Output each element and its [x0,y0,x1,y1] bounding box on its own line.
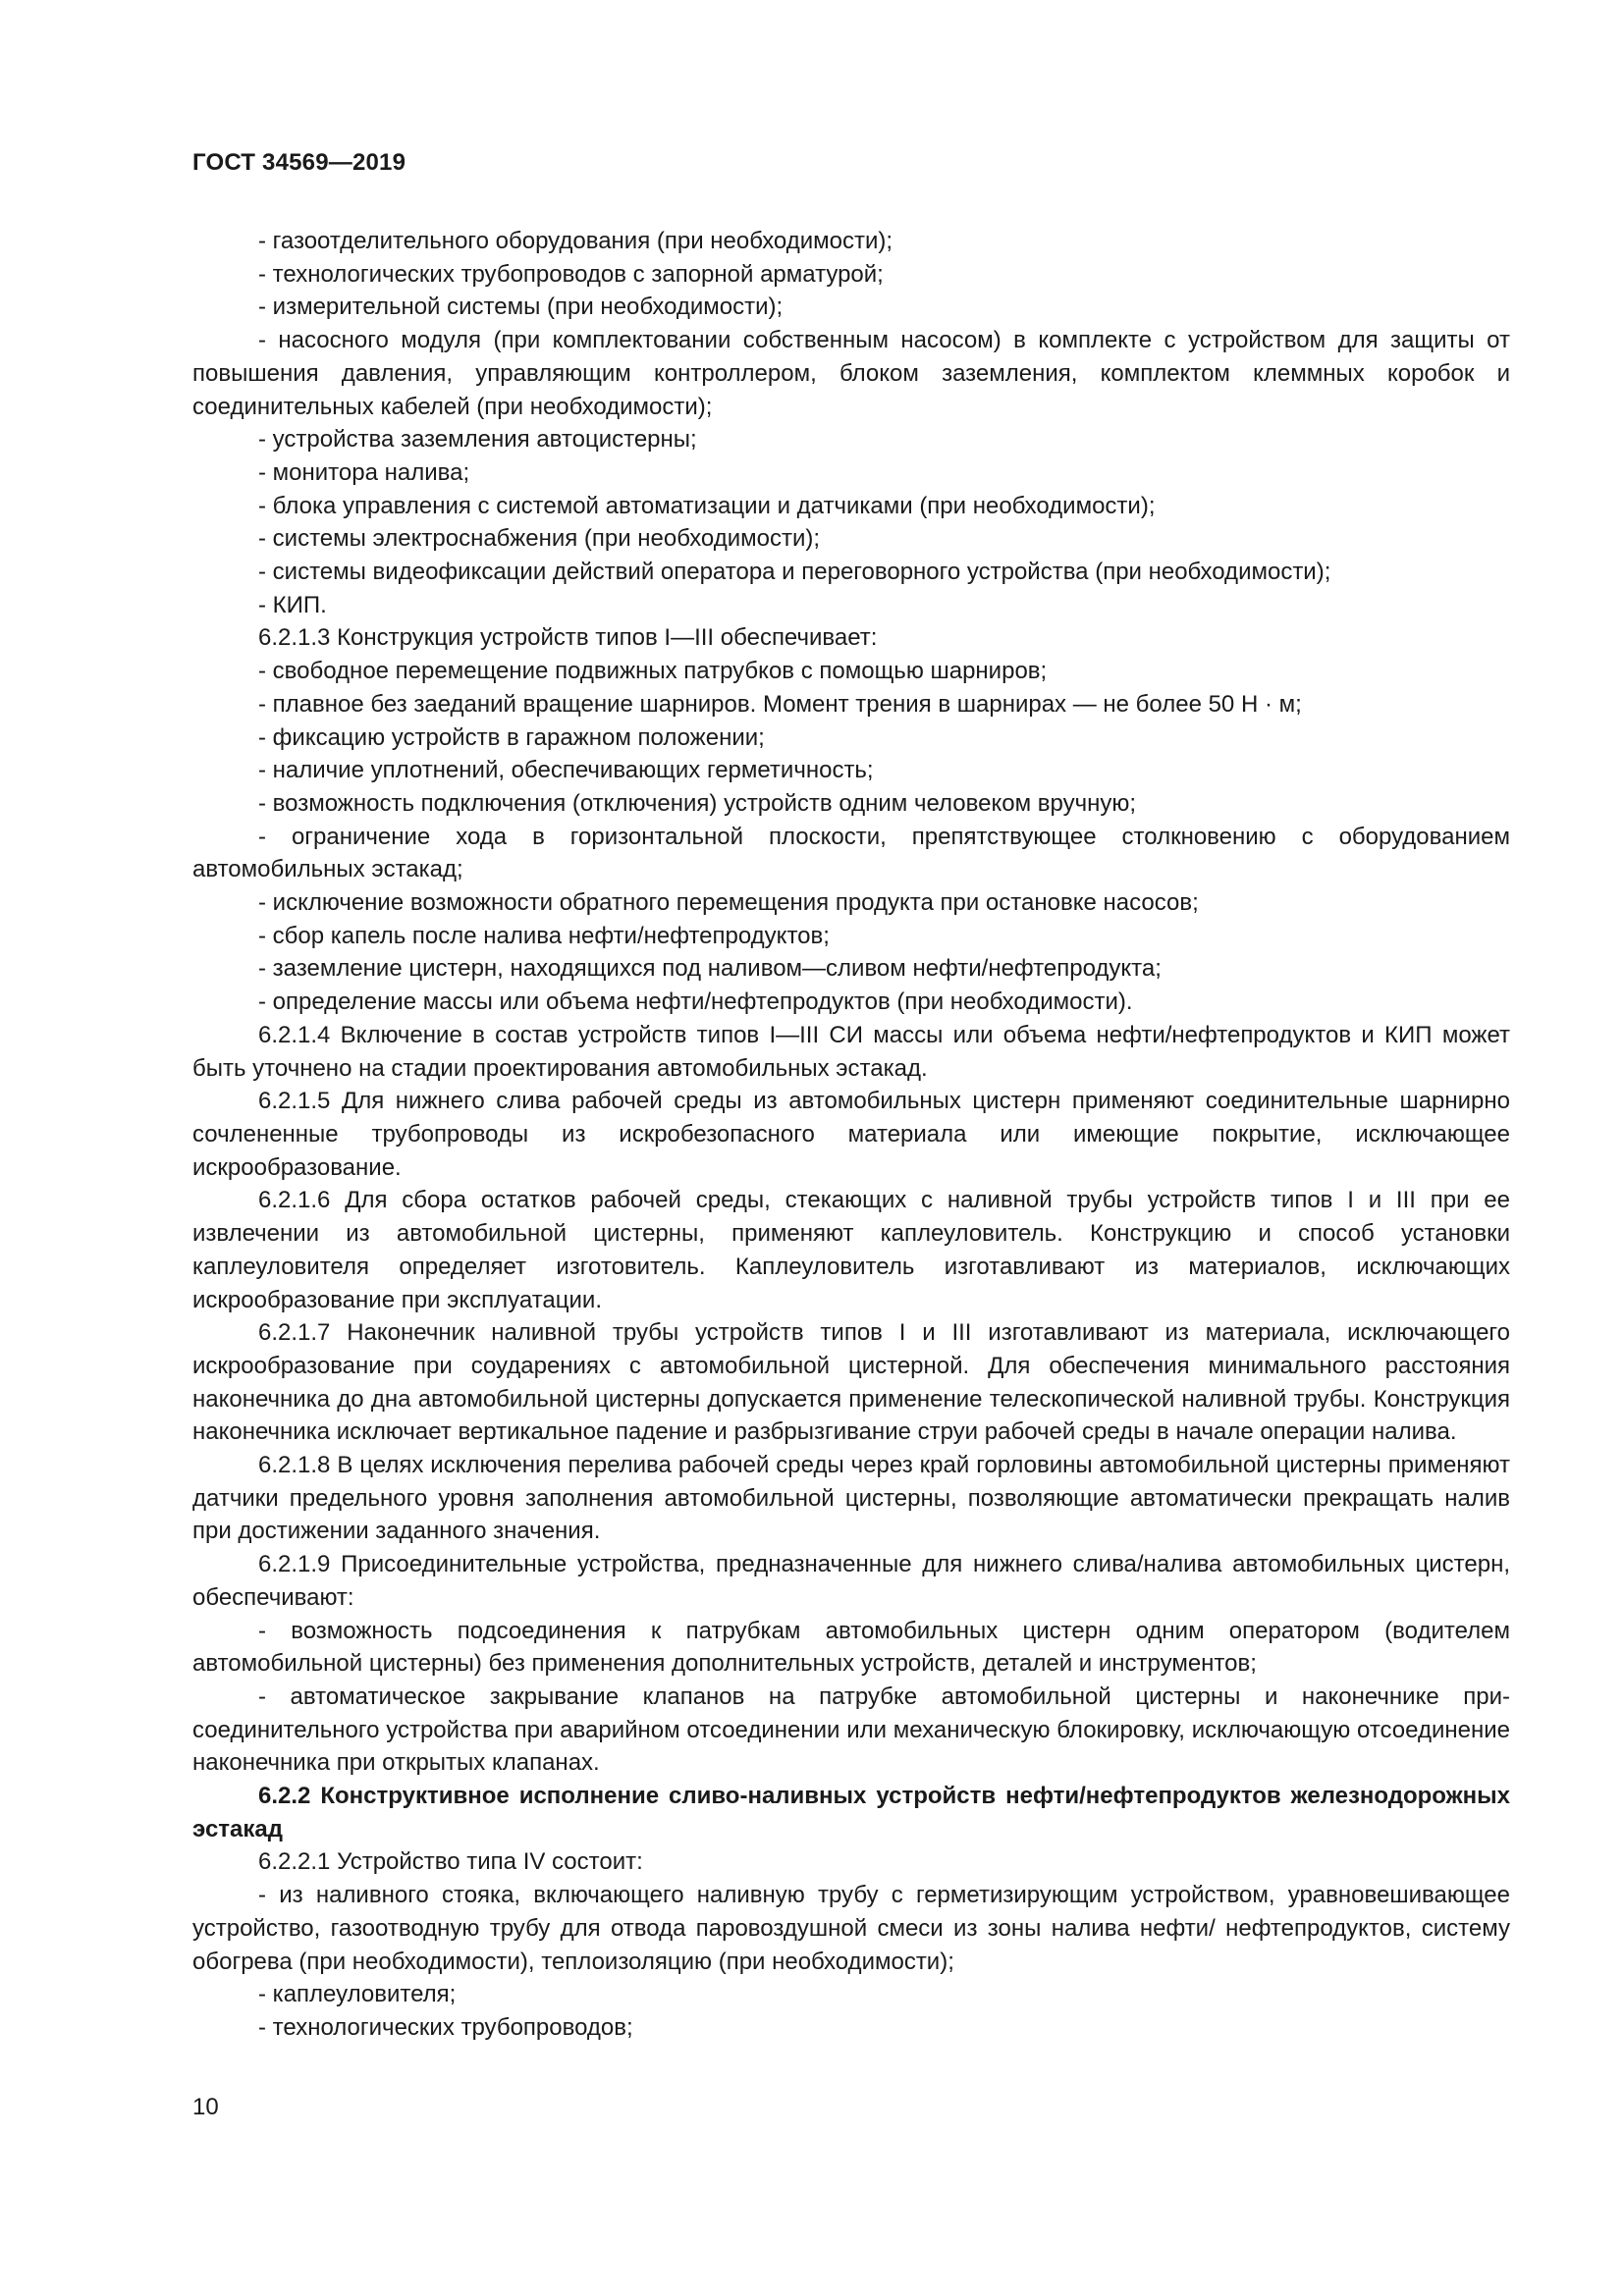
body-paragraph: 6.2.1.9 Присоединительные устройства, предназначенные для нижнего слива/налива автомобильных цистерн, обеспечивают: [192,1551,1510,1611]
body-paragraph: 6.2.1.6 Для сбора остатков рабочей среды, стекающих с наливной трубы устройств типов I и III при ее извлечении из автомобильной цистерны, применяют каплеуловитель. Конструкцию и способ установки каплеуловителя определяет изготовитель. Каплеуловитель изготавливают из материалов, исключающих искрообразование при эксплуатации. [192,1187,1510,1313]
body-paragraph: - сбор капель после налива нефти/нефтепродуктов; [258,922,830,949]
page-number: 10 [192,2094,219,2120]
body-paragraph: 6.2.1.3 Конструкция устройств типов I—III обеспечивает: [258,624,878,652]
body-paragraph: - технологических трубопроводов с запорной арматурой; [258,260,884,288]
body-paragraph: - исключение возможности обратного перемещения продукта при остановке насосов; [258,889,1199,917]
body-paragraph: 6.2.2.1 Устройство типа IV состоит: [258,1848,643,1876]
document-header: ГОСТ 34569—2019 [192,149,406,176]
body-paragraph: - монитора налива; [258,458,470,486]
body-paragraph: - заземление цистерн, находящихся под наливом—сливом нефти/нефтепродукта; [258,955,1162,983]
body-paragraph: - автоматическое закрывание клапанов на патрубке автомобильной цистерны и наконечнике присоединительного устройства при аварийном отсоединении или механическую блокировку, исключающую отсоединение наконечника при открытых клапанах. [192,1682,1510,1777]
body-paragraph: - системы электроснабжения (при необходимости); [258,525,821,553]
body-paragraph: - определение массы или объема нефти/нефтепродуктов (при необходимости). [258,988,1133,1016]
body-paragraph: - технологических трубопроводов; [258,2013,633,2041]
document-body [192,225,1510,2045]
body-paragraph: - газоотделительного оборудования (при необходимости); [258,228,893,254]
body-paragraph: - измерительной системы (при необходимости); [258,294,784,321]
body-paragraph: - каплеуловителя; [258,1981,457,2008]
body-paragraph: 6.2.1.5 Для нижнего слива рабочей среды из автомобильных цистерн применяют соединительные шарнирно сочлененные трубопроводы из искробезопасного материала или имеющие покрытие, исключающее искрообразование. [192,1088,1510,1181]
body-paragraph: - насосного модуля (при комплектовании собственным насосом) в комплекте с устройством для защиты от повышения давления, управляющим контроллером, блоком заземления, комплектом клеммных коробок и соединительных кабелей (при необходимости); [192,327,1510,420]
body-paragraph: - наличие уплотнений, обеспечивающих герметичность; [258,757,874,784]
body-paragraph: - КИП. [258,591,327,618]
body-paragraph: - ограничение хода в горизонтальной плоскости, препятствующее столкновению с оборудованием автомобильных эстакад; [192,823,1510,883]
body-paragraph: - блока управления с системой автоматизации и датчиками (при необходимости); [258,492,1156,519]
body-paragraph: - плавное без заеданий вращение шарниров. Момент трения в шарнирах — не более 50 Н · м; [258,690,1302,718]
body-paragraph: - возможность подключения (отключения) устройств одним человеком вручную; [258,789,1137,817]
body-paragraph: - возможность подсоединения к патрубкам автомобильных цистерн одним оператором (водителем автомобильной цистерны) без применения дополнительных устройств, деталей и инструментов; [192,1617,1510,1678]
body-paragraph: 6.2.1.4 Включение в состав устройств типов I—III СИ массы или объема нефти/нефтепродуктов и КИП может быть уточнено на стадии проектирования автомобильных эстакад. [192,1021,1510,1082]
body-paragraph: - системы видеофиксации действий оператора и переговорного устройства (при необходимости); [258,559,1331,586]
body-paragraph: - из наливного стояка, включающего наливную трубу с герметизирующим устройством, уравновешивающее устройство, газоотводную трубу для отвода паровоздушной смеси из зоны налива нефти/ нефтепродуктов, систему обогрева (при необходимости), теплоизоляцию (при необходимости); [192,1882,1510,1975]
body-paragraph: - устройства заземления автоцистерны; [258,426,697,454]
body-paragraph: - фиксацию устройств в гаражном положении; [258,723,765,751]
body-paragraph: 6.2.1.7 Наконечник наливной трубы устройств типов I и III изготавливают из материала, исключающего искрообразование при соударениях с автомобильной цистерной. Для обеспечения минимального расстояния наконечника до дна автомобильной цистерны допускается применение телескопической наливной трубы. Конструкция наконечника исключает вертикальное падение и разбрызгивание струи рабочей среды в начале операции налива. [192,1319,1510,1446]
body-paragraph: - свободное перемещение подвижных патрубков с помощью шарниров; [258,658,1048,685]
section-heading: 6.2.2 Конструктивное исполнение сливо-наливных устройств нефти/нефтепродуктов железнодорожных эстакад [192,1783,1510,1842]
body-paragraph: 6.2.1.8 В целях исключения перелива рабочей среды через край горловины автомобильной цистерны применяют датчики предельного уровня заполнения автомобильной цистерны, позволяющие автоматически прекращать налив при достижении заданного значения. [192,1452,1510,1545]
